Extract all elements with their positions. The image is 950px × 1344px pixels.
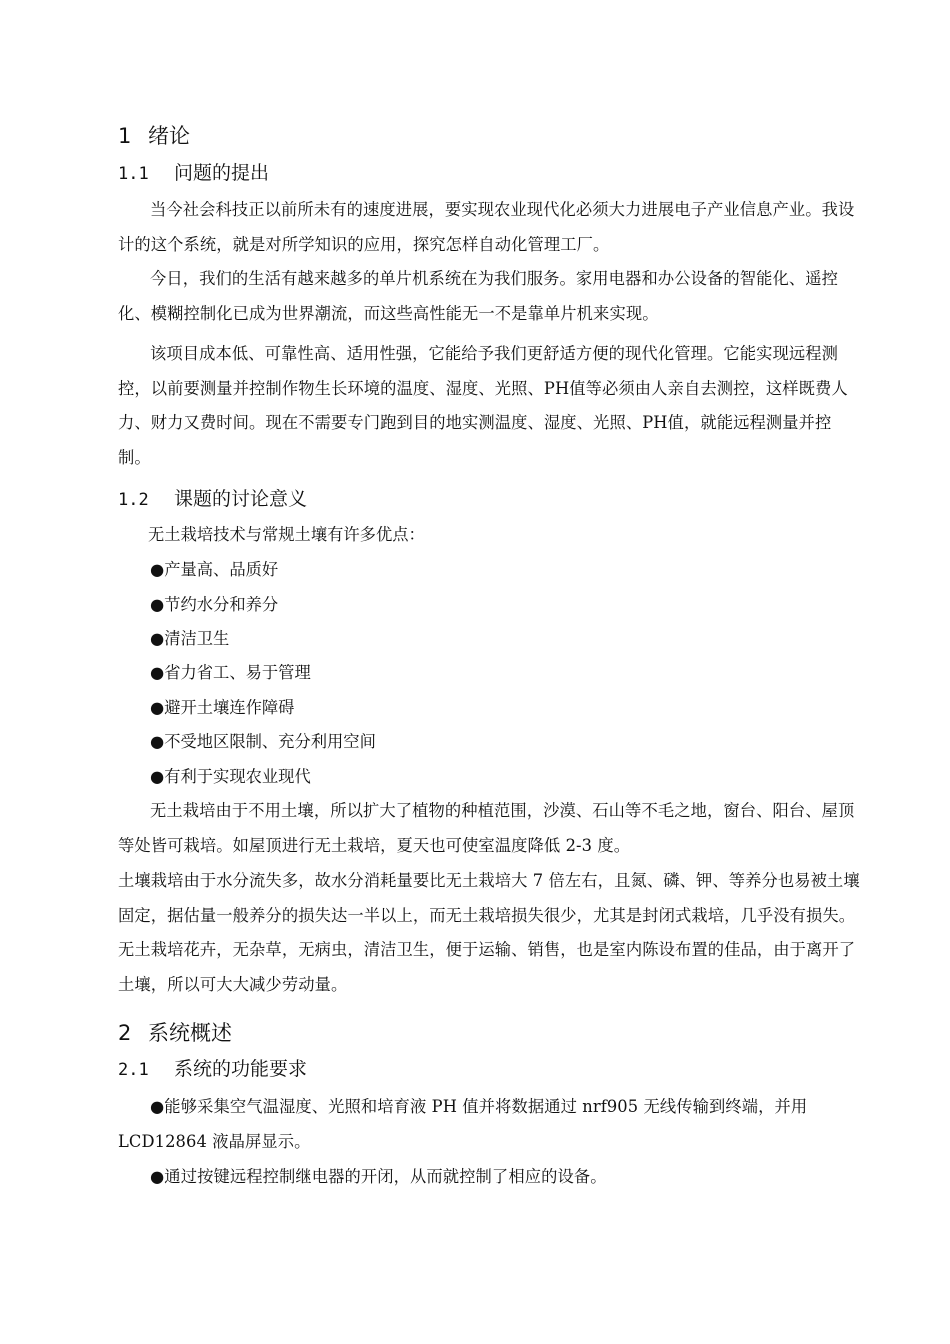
bullet-item: ●节约水分和养分 <box>150 595 279 614</box>
intro-line: 无土栽培技术与常规土壤有许多优点： <box>148 525 425 544</box>
bullet-item: ●产量高、品质好 <box>150 560 279 579</box>
bullet-paragraph: ●能够采集空气温湿度、光照和培育液 PH 值并将数据通过 nrf905 无线传输到终端，并用 LCD12864 液晶屏显示。 <box>118 1097 808 1151</box>
paragraph: 今日，我们的生活有越来越多的单片机系统在为我们服务。家用电器和办公设备的智能化、遥控化、模糊控制化已成为世界潮流，而这些高性能无一不是靠单片机来实现。 <box>118 269 839 323</box>
bullet-item: ●有利于实现农业现代 <box>150 767 311 786</box>
subsection-title: 课题的讨论意义 <box>174 488 308 510</box>
subsection-heading <box>118 486 307 513</box>
subsection-title: 系统的功能要求 <box>174 1058 308 1080</box>
subsection-number: 1.2 <box>118 490 149 510</box>
subsection-number: 1.1 <box>118 164 149 184</box>
bullet-paragraph: ●通过按键远程控制继电器的开闭，从而就控制了相应的设备。 <box>150 1167 607 1186</box>
section-title: 绪论 <box>148 124 190 148</box>
subsection-heading <box>118 160 269 187</box>
subsection-title: 问题的提出 <box>174 162 270 184</box>
bullet-item: ●省力省工、易于管理 <box>150 663 311 682</box>
bullet-item: ●避开土壤连作障碍 <box>150 698 295 717</box>
paragraph: 该项目成本低、可靠性高、适用性强，它能给予我们更舒适方便的现代化管理。它能实现远程测控，以前要测量并控制作物生长环境的温度、湿度、光照、PH值等必须由人亲自去测控，这样既费人力、财力又费时间。现在不需要专门跑到目的地实测温度、湿度、光照、PH值，就能远程测量并控制。 <box>118 344 848 467</box>
bullet-item: ●清洁卫生 <box>150 629 230 648</box>
section-heading <box>118 1019 232 1047</box>
section-number: 2 <box>118 1021 132 1045</box>
bullet-item: ●不受地区限制、充分利用空间 <box>150 732 376 751</box>
section-heading <box>118 122 190 150</box>
paragraph: 无土栽培由于不用土壤，所以扩大了植物的种植范围，沙漠、石山等不毛之地，窗台、阳台、屋顶等处皆可栽培。如屋顶进行无土栽培，夏天也可使室温度降低 2-3 度。 <box>118 801 855 855</box>
subsection-number: 2.1 <box>118 1060 149 1080</box>
paragraph: 当今社会科技正以前所未有的速度进展，要实现农业现代化必须大力进展电子产业信息产业。我设计的这个系统，就是对所学知识的应用，探究怎样自动化管理工厂。 <box>118 200 855 254</box>
subsection-heading <box>118 1056 307 1083</box>
section-title: 系统概述 <box>148 1021 232 1045</box>
section-number: 1 <box>118 124 132 148</box>
paragraph: 土壤栽培由于水分流失多，故水分消耗量要比无土栽培大 7 倍左右，且氮、磷、钾、等养分也易被土壤固定，据估量一般养分的损失达一半以上，而无土栽培损失很少，尤其是封闭式栽培，几乎没有损失。无土栽培花卉，无杂草，无病虫，清洁卫生，便于运输、销售，也是室内陈设布置的佳品，由于离开了土壤，所以可大大减少劳动量。 <box>118 871 860 994</box>
